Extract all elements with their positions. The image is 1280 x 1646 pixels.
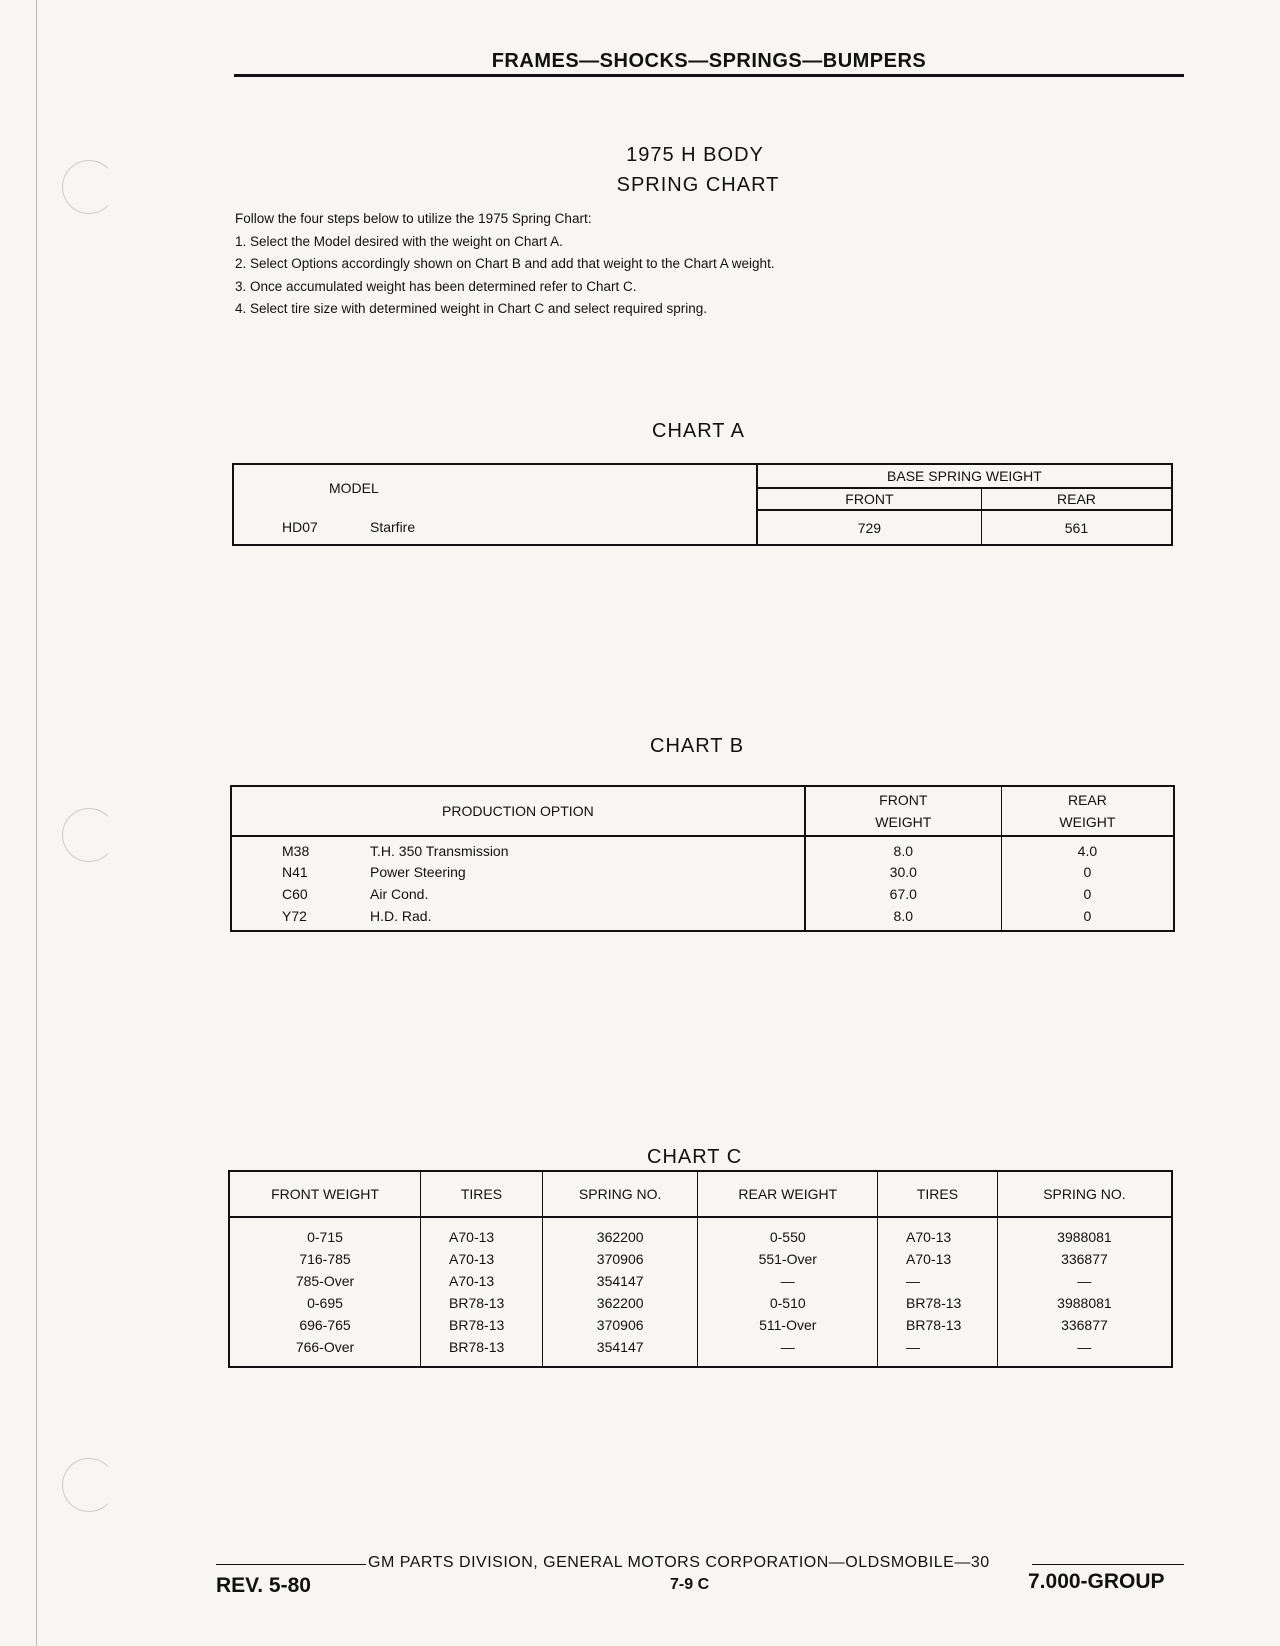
chart-a-label: CHART A [652, 420, 745, 442]
chart-b-rear-value: 0 [1083, 864, 1092, 880]
table-row [229, 1336, 1172, 1367]
page-header: FRAMES—SHOCKS—SPRINGS—BUMPERS [491, 50, 927, 72]
chart-c-spring-no: 336877 [1061, 1317, 1108, 1333]
footer-corporation: GM PARTS DIVISION, GENERAL MOTORS CORPORATION—OLDSMOBILE—30 [368, 1554, 990, 1571]
chart-a-front-header: FRONT [757, 488, 982, 511]
doc-title-line-2: SPRING CHART [616, 174, 780, 196]
chart-b-option-code: Y72 [282, 907, 307, 924]
instruction-step: 1. Select the Model desired with the weight on Chart A. [235, 233, 563, 249]
chart-c-tires: — [878, 1270, 998, 1292]
table-row [229, 1248, 1172, 1270]
table-row [231, 861, 1174, 883]
chart-b-front-header [805, 786, 1002, 836]
instructions-lead: Follow the four steps below to utilize the 1975 Spring Chart: [235, 211, 592, 226]
chart-a-model-header: MODEL [329, 480, 379, 496]
chart-c-table [228, 1170, 1173, 1368]
chart-c-tires: BR78-13 [421, 1292, 543, 1314]
chart-c-front-weight: 696-765 [229, 1314, 421, 1336]
punch-hole [62, 160, 116, 214]
punch-hole [62, 808, 116, 862]
chart-c-tires: A70-13 [878, 1217, 998, 1248]
chart-c-spring-no: 370906 [542, 1248, 698, 1270]
chart-c-label: CHART C [647, 1146, 743, 1168]
chart-b-option-name: T.H. 350 Transmission [370, 843, 509, 859]
footer-rule-left [216, 1564, 366, 1565]
chart-c-rear-weight: — [698, 1270, 878, 1292]
chart-c-spring-no: 336877 [1061, 1251, 1108, 1267]
chart-b-rear-header-1: REAR [1067, 792, 1107, 808]
chart-a-base-weight-header: BASE SPRING WEIGHT [757, 464, 1172, 488]
chart-b-front-header-1: FRONT [879, 792, 928, 808]
chart-c-tires: A70-13 [878, 1248, 998, 1270]
chart-a-rear-header: REAR [981, 488, 1172, 511]
chart-b-front-header-2: WEIGHT [875, 814, 932, 830]
chart-c-spring-no: 370906 [542, 1314, 698, 1336]
chart-b-rear-value: 0 [1083, 886, 1092, 902]
chart-b-front-value: 30.0 [805, 861, 1002, 883]
chart-b-label: CHART B [650, 735, 745, 757]
chart-b-front-value: 8.0 [805, 905, 1002, 931]
chart-a-table [232, 463, 1173, 546]
chart-b-rear-value: 4.0 [1077, 843, 1098, 859]
chart-c-spring-no: 362200 [542, 1217, 698, 1248]
footer-revision: REV. 5-80 [216, 1574, 311, 1597]
chart-c-front-weight: 785-Over [229, 1270, 421, 1292]
footer-page-number: 7-9 C [670, 1576, 710, 1593]
chart-a-model-code: HD07 [282, 519, 318, 536]
chart-b-option-code: C60 [282, 886, 308, 902]
footer-group: 7.000-GROUP [1028, 1570, 1165, 1593]
chart-c-rear-weight: 551-Over [698, 1248, 878, 1270]
chart-b-option-name: H.D. Rad. [370, 907, 432, 924]
binding-margin-line [36, 0, 37, 1646]
chart-b-option-code: M38 [282, 843, 310, 859]
chart-c-tires: BR78-13 [878, 1314, 998, 1336]
table-row [229, 1217, 1172, 1248]
chart-b-table [230, 785, 1175, 932]
chart-c-spring-no: — [1077, 1339, 1092, 1355]
chart-c-spring-no: 3988081 [1057, 1229, 1112, 1245]
chart-c-rear-weight: 0-550 [698, 1217, 878, 1248]
punch-hole [62, 1458, 116, 1512]
chart-b-rear-header-2: WEIGHT [1059, 814, 1116, 830]
chart-c-header-spring-no: SPRING NO. [542, 1171, 698, 1217]
chart-c-rear-weight: — [698, 1336, 878, 1367]
header-rule [234, 74, 1184, 77]
chart-b-option-header: PRODUCTION OPTION [231, 786, 805, 836]
chart-c-header-front-weight: FRONT WEIGHT [229, 1171, 421, 1217]
chart-c-rear-weight: 0-510 [698, 1292, 878, 1314]
chart-c-header-tires: TIRES [421, 1171, 543, 1217]
chart-c-spring-no: 354147 [542, 1336, 698, 1367]
chart-c-tires: BR78-13 [421, 1336, 543, 1367]
chart-c-tires: A70-13 [421, 1248, 543, 1270]
chart-c-header-spring-no: SPRING NO. [1043, 1186, 1126, 1202]
chart-c-tires: A70-13 [421, 1270, 543, 1292]
chart-c-header-rear-weight: REAR WEIGHT [698, 1171, 878, 1217]
footer-rule-right [1032, 1564, 1184, 1565]
instruction-step: 4. Select tire size with determined weight in Chart C and select required spring. [235, 301, 707, 316]
table-row [229, 1270, 1172, 1292]
chart-b-option-name: Power Steering [370, 864, 466, 880]
doc-title-line-1: 1975 H BODY [626, 144, 764, 166]
chart-b-front-value: 67.0 [805, 883, 1002, 905]
chart-c-tires: BR78-13 [878, 1292, 998, 1314]
chart-c-body [229, 1217, 1172, 1367]
chart-c-front-weight: 716-785 [229, 1248, 421, 1270]
chart-c-tires: — [878, 1336, 998, 1367]
chart-b-rear-header [1001, 786, 1174, 836]
chart-b-option-code: N41 [282, 864, 308, 880]
chart-a-model-header-cell [233, 464, 757, 510]
chart-b-front-value: 8.0 [805, 836, 1002, 861]
chart-c-spring-no: 362200 [542, 1292, 698, 1314]
table-row [231, 905, 1174, 931]
chart-c-spring-no: 354147 [542, 1270, 698, 1292]
chart-a-model-cell [233, 510, 757, 545]
chart-b-rear-value: 0 [1083, 907, 1092, 924]
chart-a-rear-value: 561 [1064, 519, 1089, 536]
instruction-step: 2. Select Options accordingly shown on Chart B and add that weight to the Chart A weight. [235, 256, 775, 271]
table-row [231, 883, 1174, 905]
table-row [231, 836, 1174, 861]
chart-c-front-weight: 0-715 [229, 1217, 421, 1248]
chart-c-rear-weight: 511-Over [698, 1314, 878, 1336]
chart-a-front-value: 729 [757, 510, 982, 545]
chart-c-header-tires: TIRES [878, 1171, 998, 1217]
chart-c-spring-no: 3988081 [1057, 1295, 1112, 1311]
chart-c-front-weight: 0-695 [229, 1292, 421, 1314]
chart-a-model-name: Starfire [370, 519, 416, 536]
chart-b-option-name: Air Cond. [370, 886, 429, 902]
chart-c-tires: A70-13 [421, 1217, 543, 1248]
chart-c-tires: BR78-13 [421, 1314, 543, 1336]
chart-c-front-weight: 766-Over [229, 1336, 421, 1367]
chart-c-spring-no: — [1077, 1273, 1092, 1289]
table-row [233, 510, 1172, 545]
table-row [229, 1292, 1172, 1314]
table-row [229, 1314, 1172, 1336]
instruction-step: 3. Once accumulated weight has been determined refer to Chart C. [235, 278, 637, 294]
instructions [235, 208, 775, 321]
